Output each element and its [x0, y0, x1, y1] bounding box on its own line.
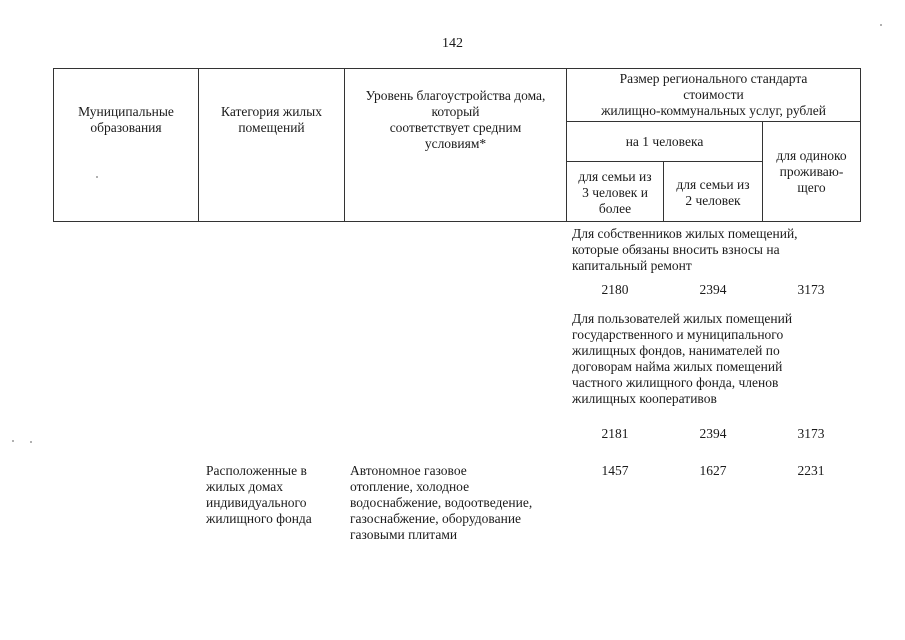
header-divider-size [566, 121, 860, 122]
header-amenity-level: Уровень благоустройства дома, который соответствует средним условиям* [365, 88, 546, 151]
scan-speck [880, 24, 882, 26]
value-single: 3173 [797, 282, 825, 297]
header-family-2: для семьи из 2 человек [676, 177, 750, 208]
header-single: для одиноко проживаю- щего [776, 148, 847, 195]
section-heading: Для собственников жилых помещений, которые обязаны вносить взносы на капитальный ремонт [572, 226, 798, 273]
value-family-3plus: 2180 [601, 282, 629, 297]
header-standard-size: Размер регионального стандарта стоимости жилищно-коммунальных услуг, рублей [601, 71, 826, 118]
value-family-2: 2394 [699, 282, 727, 297]
header-municipalities: Муниципальные образования [78, 104, 174, 135]
header-category: Категория жилых помещений [221, 104, 322, 135]
value-family-3plus: 2181 [601, 426, 629, 441]
scan-speck [96, 176, 98, 178]
value-family-3plus: 1457 [601, 463, 629, 478]
value-single: 2231 [797, 463, 825, 478]
header-top-border [53, 68, 860, 69]
row-category: Расположенные в жилых домах индивидуального жилищного фонда [206, 463, 312, 526]
header-divider-per-person [566, 161, 762, 162]
page-number: 142 [442, 36, 463, 51]
header-bottom-border [53, 221, 860, 222]
row-amenity: Автономное газовое отопление, холодное водоснабжение, водоотведение, газоснабжение, оборудование газовыми плитами [350, 463, 533, 542]
value-single: 3173 [797, 426, 825, 441]
header-col-border [53, 68, 54, 222]
scan-speck [12, 440, 14, 442]
scan-speck [30, 441, 32, 443]
header-family-3plus: для семьи из 3 человек и более [578, 169, 652, 216]
value-family-2: 1627 [699, 463, 727, 478]
header-col-border [860, 68, 861, 222]
header-col-border [198, 68, 199, 222]
value-family-2: 2394 [699, 426, 727, 441]
header-per-person: на 1 человека [625, 134, 704, 149]
section-heading: Для пользователей жилых помещений государственного и муниципального жилищных фондов, нанимателей по договорам найма жилых помещений частного жилищного фонда, членов жилищных кооперативов [572, 311, 793, 406]
